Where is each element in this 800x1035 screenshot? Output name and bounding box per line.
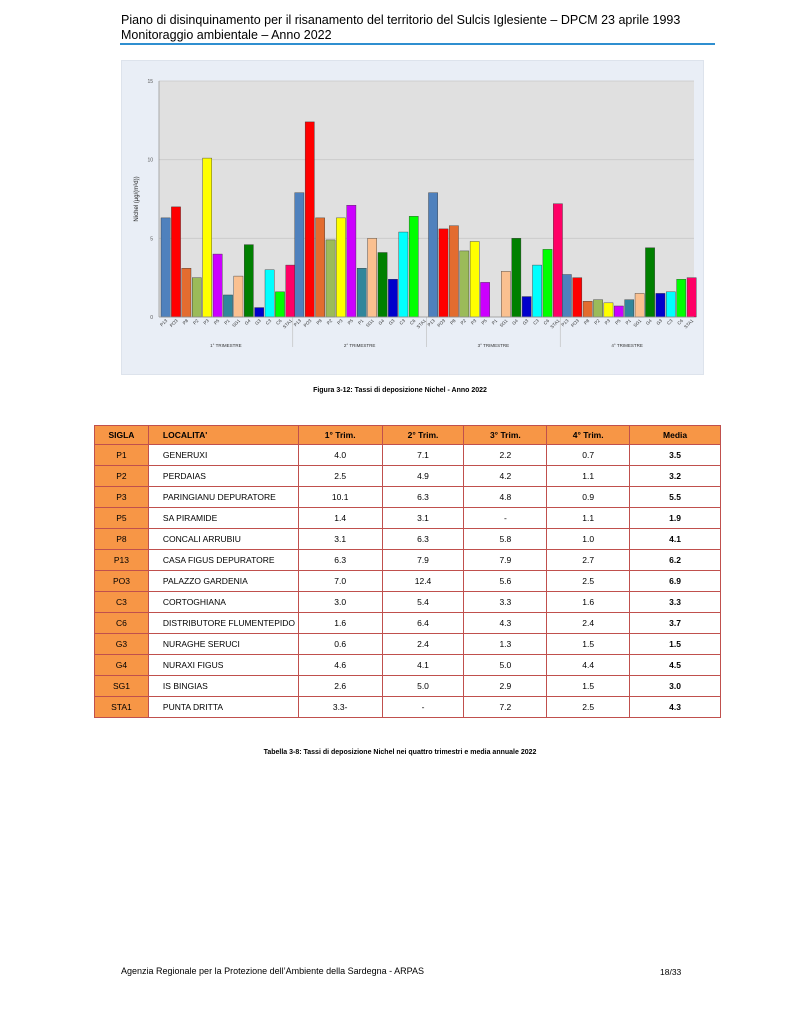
bar-3-g4 [512, 238, 521, 317]
cell-trim2: 7.1 [382, 445, 464, 466]
x-tick-label: STA1 [683, 318, 695, 330]
cell-trim2: 3.1 [382, 508, 464, 529]
x-tick-label: P13 [560, 318, 570, 328]
bar-4-p5 [614, 306, 623, 317]
table-row [95, 487, 721, 508]
cell-trim4: 2.7 [547, 550, 630, 571]
cell-trim4: 2.5 [547, 571, 630, 592]
cell-media: 6.9 [630, 571, 721, 592]
cell-trim3: 5.8 [464, 529, 547, 550]
bar-2-p8 [316, 218, 325, 317]
cell-trim4: 4.4 [547, 655, 630, 676]
cell-trim2: 6.3 [382, 529, 464, 550]
cell-trim1: 3.3- [298, 697, 382, 718]
group-label: 3° TRIMESTRE [477, 343, 510, 348]
x-tick-label: C3 [398, 318, 407, 326]
x-tick-label: STA1 [415, 318, 427, 330]
x-tick-label: C6 [676, 318, 684, 326]
cell-localita: IS BINGIAS [148, 676, 298, 697]
x-tick-label: PO3 [570, 318, 580, 329]
x-tick-label: C3 [665, 318, 674, 326]
x-tick-label: G3 [387, 318, 396, 326]
x-tick-label: P8 [315, 318, 323, 326]
cell-trim3: 2.2 [464, 445, 547, 466]
cell-trim4: 1.5 [547, 634, 630, 655]
bar-3-g3 [522, 297, 531, 317]
bar-2-p2 [326, 240, 335, 317]
cell-localita: PARINGIANU DEPURATORE [148, 487, 298, 508]
header-localita: LOCALITA' [148, 426, 298, 445]
cell-sigla: P13 [95, 550, 149, 571]
bar-1-p13 [161, 218, 170, 317]
table-row [95, 445, 721, 466]
bar-4-g3 [656, 293, 665, 317]
table-row [95, 592, 721, 613]
table-row [95, 529, 721, 550]
x-tick-label: G4 [377, 318, 386, 326]
x-tick-label: SG1 [364, 318, 375, 329]
x-tick-label: SG1 [498, 318, 509, 329]
table-row [95, 466, 721, 487]
cell-trim4: 1.1 [547, 508, 630, 529]
cell-trim2: 6.4 [382, 613, 464, 634]
cell-trim1: 6.3 [298, 550, 382, 571]
cell-trim3: 1.3 [464, 634, 547, 655]
bar-4-sta1 [687, 278, 696, 317]
cell-trim3: - [464, 508, 547, 529]
bar-2-p5 [347, 205, 356, 317]
cell-localita: SA PIRAMIDE [148, 508, 298, 529]
x-tick-label: P3 [469, 318, 478, 326]
cell-trim1: 7.0 [298, 571, 382, 592]
cell-trim2: 4.1 [382, 655, 464, 676]
cell-trim2: 5.4 [382, 592, 464, 613]
cell-sigla: C6 [95, 613, 149, 634]
nickel-deposition-chart [121, 60, 704, 375]
cell-trim4: 1.1 [547, 466, 630, 487]
bar-2-po3 [305, 122, 314, 317]
x-tick-label: P3 [603, 318, 612, 326]
header-trim3: 3° Trim. [464, 426, 547, 445]
cell-trim4: 2.5 [547, 697, 630, 718]
cell-localita: DISTRIBUTORE FLUMENTEPIDO [148, 613, 298, 634]
y-tick-label: 0 [150, 315, 153, 321]
cell-trim3: 4.8 [464, 487, 547, 508]
cell-sigla: PO3 [95, 571, 149, 592]
cell-media: 4.3 [630, 697, 721, 718]
cell-sigla: P2 [95, 466, 149, 487]
header-trim2: 2° Trim. [382, 426, 464, 445]
bar-4-po3 [573, 278, 582, 317]
cell-trim2: 6.3 [382, 487, 464, 508]
cell-trim3: 5.6 [464, 571, 547, 592]
cell-media: 3.2 [630, 466, 721, 487]
cell-trim3: 3.3 [464, 592, 547, 613]
x-tick-label: PO3 [436, 318, 447, 329]
bar-3-p8 [449, 226, 458, 317]
cell-trim2: 2.4 [382, 634, 464, 655]
figure-caption: Figura 3-12: Tassi di deposizione Nichel - Anno 2022 [313, 387, 487, 394]
table-row [95, 655, 721, 676]
bar-3-po3 [439, 229, 448, 317]
page-number: 18/33 [660, 967, 682, 977]
x-tick-label: C6 [275, 318, 283, 326]
cell-trim1: 2.5 [298, 466, 382, 487]
bar-1-g3 [255, 308, 264, 317]
bar-1-p2 [192, 278, 201, 317]
cell-trim3: 4.3 [464, 613, 547, 634]
y-tick-label: 15 [147, 79, 153, 85]
bar-2-c3 [399, 232, 408, 317]
cell-localita: NURAGHE SERUCI [148, 634, 298, 655]
bar-3-p3 [470, 241, 479, 317]
bar-2-p13 [295, 193, 304, 317]
x-tick-label: P3 [202, 318, 210, 326]
table-row [95, 634, 721, 655]
cell-trim2: - [382, 697, 464, 718]
header-title: Piano di disinquinamento per il risanamento del territorio del Sulcis Iglesiente – DPCM 23 aprile 1993 [121, 13, 681, 27]
x-tick-label: P1 [624, 318, 632, 326]
x-tick-label: C6 [542, 318, 551, 326]
bar-4-c6 [677, 279, 686, 317]
cell-trim1: 3.0 [298, 592, 382, 613]
x-tick-label: P8 [181, 318, 190, 326]
table-row [95, 697, 721, 718]
cell-localita: PALAZZO GARDENIA [148, 571, 298, 592]
bar-3-c3 [533, 265, 542, 317]
cell-trim1: 2.6 [298, 676, 382, 697]
x-tick-label: G4 [511, 318, 520, 326]
bar-2-p3 [336, 218, 345, 317]
page-header [121, 13, 715, 43]
x-tick-label: STA1 [549, 318, 561, 330]
header-sigla: SIGLA [95, 426, 149, 445]
bar-1-p8 [182, 268, 191, 317]
cell-localita: PERDAIAS [148, 466, 298, 487]
x-tick-label: P3 [336, 318, 344, 326]
bar-1-sta1 [286, 265, 295, 317]
header-media: Media [630, 426, 721, 445]
table-row [95, 508, 721, 529]
x-tick-label: P2 [192, 318, 200, 326]
cell-trim2: 4.9 [382, 466, 464, 487]
y-tick-label: 10 [147, 157, 153, 164]
table-caption: Tabella 3-8: Tassi di deposizione Nichel nei quattro trimestri e media annuale 2022 [263, 749, 537, 756]
cell-trim1: 4.6 [298, 655, 382, 676]
x-tick-label: PO3 [302, 318, 313, 329]
x-tick-label: G3 [655, 318, 664, 326]
x-tick-label: G3 [254, 318, 262, 326]
cell-localita: CORTOGHIANA [148, 592, 298, 613]
bar-4-sg1 [635, 293, 644, 317]
x-tick-label: P1 [223, 318, 231, 326]
cell-sigla: P5 [95, 508, 149, 529]
cell-trim1: 10.1 [298, 487, 382, 508]
bar-1-po3 [171, 207, 180, 317]
cell-localita: PUNTA DRITTA [148, 697, 298, 718]
x-tick-label: P1 [357, 318, 365, 326]
header-trim1: 1° Trim. [298, 426, 382, 445]
cell-media: 4.1 [630, 529, 721, 550]
cell-media: 3.5 [630, 445, 721, 466]
cell-sigla: G3 [95, 634, 149, 655]
bar-3-p2 [460, 251, 469, 317]
cell-sigla: P1 [95, 445, 149, 466]
x-tick-label: SG1 [632, 318, 643, 329]
header-trim4: 4° Trim. [547, 426, 630, 445]
x-tick-label: P8 [582, 318, 591, 326]
bar-2-p1 [357, 268, 366, 317]
x-tick-label: C6 [408, 318, 417, 326]
bar-4-p13 [562, 275, 571, 317]
cell-trim1: 4.0 [298, 445, 382, 466]
x-tick-label: G4 [644, 318, 653, 326]
cell-trim3: 7.9 [464, 550, 547, 571]
cell-sigla: STA1 [95, 697, 149, 718]
bar-1-p1 [223, 295, 232, 317]
cell-trim2: 12.4 [382, 571, 464, 592]
cell-media: 5.5 [630, 487, 721, 508]
bar-3-p5 [481, 282, 490, 317]
cell-trim4: 1.0 [547, 529, 630, 550]
x-tick-label: P5 [346, 318, 355, 326]
cell-trim4: 1.6 [547, 592, 630, 613]
cell-media: 4.5 [630, 655, 721, 676]
x-tick-label: SG1 [231, 318, 242, 329]
cell-trim3: 2.9 [464, 676, 547, 697]
cell-media: 6.2 [630, 550, 721, 571]
cell-trim1: 1.6 [298, 613, 382, 634]
header-divider [120, 43, 715, 45]
bar-1-p3 [203, 158, 212, 317]
x-tick-label: P13 [426, 318, 436, 328]
y-tick-label: 5 [150, 236, 153, 243]
cell-trim1: 1.4 [298, 508, 382, 529]
bar-4-p3 [604, 303, 613, 317]
cell-trim1: 0.6 [298, 634, 382, 655]
cell-trim4: 2.4 [547, 613, 630, 634]
bar-1-p5 [213, 254, 222, 317]
x-tick-label: P13 [159, 318, 169, 328]
bar-4-p1 [625, 300, 634, 317]
x-tick-label: P2 [459, 318, 468, 326]
cell-media: 3.3 [630, 592, 721, 613]
group-label: 1° TRIMESTRE [210, 343, 242, 348]
group-label: 4° TRIMESTRE [611, 343, 643, 348]
bar-4-g4 [645, 248, 654, 317]
x-tick-label: P5 [480, 318, 488, 326]
bar-3-c6 [543, 249, 552, 317]
cell-trim4: 0.9 [547, 487, 630, 508]
bar-4-p2 [593, 300, 602, 317]
cell-sigla: SG1 [95, 676, 149, 697]
nickel-table [94, 425, 721, 718]
x-tick-label: STA1 [281, 318, 294, 330]
bar-2-g4 [378, 252, 387, 317]
x-tick-label: P2 [325, 318, 334, 326]
cell-media: 1.9 [630, 508, 721, 529]
cell-sigla: G4 [95, 655, 149, 676]
bar-4-c3 [666, 292, 675, 317]
x-tick-label: PO3 [168, 318, 179, 329]
x-tick-label: P13 [292, 318, 303, 328]
cell-trim3: 4.2 [464, 466, 547, 487]
x-tick-label: P8 [449, 318, 457, 326]
y-axis-title: Nichel (µg/(m²d)) [134, 176, 140, 222]
x-tick-label: P5 [212, 318, 221, 326]
cell-localita: NURAXI FIGUS [148, 655, 298, 676]
cell-trim3: 7.2 [464, 697, 547, 718]
x-tick-label: C3 [532, 318, 540, 326]
cell-sigla: P8 [95, 529, 149, 550]
cell-sigla: C3 [95, 592, 149, 613]
table-header-row [95, 426, 721, 445]
bar-1-sg1 [234, 276, 243, 317]
header-subtitle: Monitoraggio ambientale – Anno 2022 [121, 28, 332, 42]
bar-2-c6 [409, 216, 418, 317]
footer-agency: Agenzia Regionale per la Protezione dell’Ambiente della Sardegna - ARPAS [121, 966, 425, 976]
cell-trim1: 3.1 [298, 529, 382, 550]
x-tick-label: C3 [264, 318, 273, 326]
bar-4-p8 [583, 301, 592, 317]
cell-trim4: 1.5 [547, 676, 630, 697]
x-tick-label: G4 [243, 318, 252, 326]
bar-1-c6 [275, 292, 284, 317]
cell-trim3: 5.0 [464, 655, 547, 676]
x-tick-label: G3 [521, 318, 530, 326]
cell-localita: CONCALI ARRUBIU [148, 529, 298, 550]
bar-2-g3 [388, 279, 397, 317]
x-tick-label: P5 [614, 318, 622, 326]
cell-media: 1.5 [630, 634, 721, 655]
cell-localita: GENERUXI [148, 445, 298, 466]
table-row [95, 676, 721, 697]
bar-3-sg1 [501, 271, 510, 317]
bar-3-sta1 [553, 204, 562, 317]
cell-media: 3.0 [630, 676, 721, 697]
cell-sigla: P3 [95, 487, 149, 508]
bar-2-sg1 [368, 238, 377, 317]
x-tick-label: P1 [490, 318, 499, 326]
bar-1-g4 [244, 245, 253, 317]
cell-localita: CASA FIGUS DEPURATORE [148, 550, 298, 571]
bar-1-c3 [265, 270, 274, 317]
cell-trim2: 5.0 [382, 676, 464, 697]
cell-trim2: 7.9 [382, 550, 464, 571]
table-row [95, 571, 721, 592]
bar-3-p13 [429, 193, 438, 317]
cell-media: 3.7 [630, 613, 721, 634]
group-label: 2° TRIMESTRE [343, 343, 376, 348]
chart-canvas [122, 61, 703, 374]
cell-trim4: 0.7 [547, 445, 630, 466]
x-tick-label: P2 [593, 318, 601, 326]
table-row [95, 613, 721, 634]
table-row [95, 550, 721, 571]
